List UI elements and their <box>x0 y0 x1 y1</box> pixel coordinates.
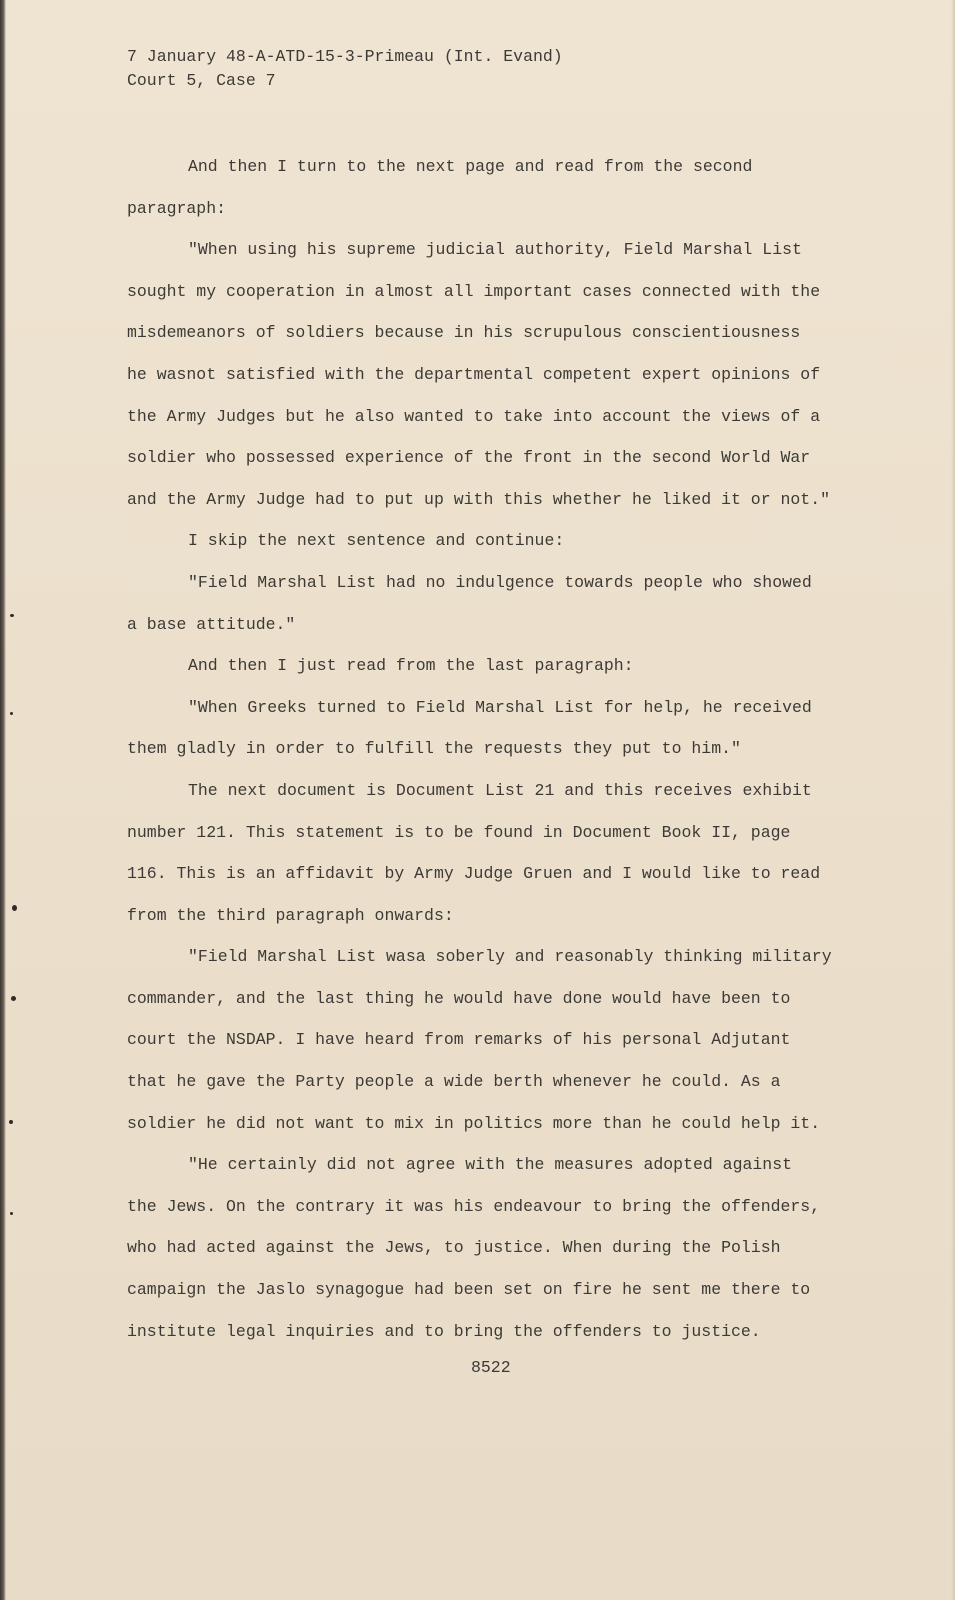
text-line: misdemeanors of soldiers because in his scrupulous conscientiousness <box>127 323 801 343</box>
paper-speck <box>10 614 14 617</box>
text-line: soldier he did not want to mix in politics more than he could help it. <box>127 1113 821 1133</box>
paper-speck <box>11 996 16 1001</box>
text-line: I skip the next sentence and continue: <box>188 531 565 551</box>
text-line: soldier who possessed experience of the front in the second World War <box>127 448 811 468</box>
text-line: sought my cooperation in almost all important cases connected with the <box>127 281 821 301</box>
transcript-body <box>127 146 867 1352</box>
page-number: 8522 <box>471 1358 511 1377</box>
page-right-edge <box>951 0 955 1600</box>
paper-speck <box>9 1120 13 1124</box>
paper-speck <box>12 905 17 911</box>
text-line: institute legal inquiries and to bring the offenders to justice. <box>127 1321 761 1341</box>
text-line: commander, and the last thing he would have done would have been to <box>127 988 791 1008</box>
text-line: And then I just read from the last paragraph: <box>188 656 634 676</box>
text-line: "When Greeks turned to Field Marshal List for help, he received <box>188 697 812 717</box>
text-line: who had acted against the Jews, to justice. When during the Polish <box>127 1238 781 1258</box>
header-court-line: Court 5, Case 7 <box>127 71 276 90</box>
text-line: court the NSDAP. I have heard from remarks of his personal Adjutant <box>127 1030 791 1050</box>
page-left-edge <box>0 0 6 1600</box>
text-line: "Field Marshal List had no indulgence towards people who showed <box>188 572 812 592</box>
text-line: them gladly in order to fulfill the requests they put to him." <box>127 739 741 759</box>
text-line: "He certainly did not agree with the measures adopted against <box>188 1155 792 1175</box>
text-line: And then I turn to the next page and read from the second <box>188 157 753 176</box>
text-line: The next document is Document List 21 and this receives exhibit <box>188 780 812 800</box>
paper-speck <box>10 712 13 715</box>
text-line: and the Army Judge had to put up with this whether he liked it or not." <box>127 489 831 509</box>
text-line: a base attitude." <box>127 614 296 634</box>
text-line: the Jews. On the contrary it was his endeavour to bring the offenders, <box>127 1196 821 1216</box>
text-line: he wasnot satisfied with the departmental competent expert opinions of <box>127 364 821 384</box>
text-line: "When using his supreme judicial authority, Field Marshal List <box>188 240 802 260</box>
text-line: number 121. This statement is to be found in Document Book II, page <box>127 822 791 842</box>
document-header <box>127 45 563 93</box>
text-line: from the third paragraph onwards: <box>127 905 454 925</box>
text-line: paragraph: <box>127 198 227 218</box>
text-line: the Army Judges but he also wanted to take into account the views of a <box>127 406 821 426</box>
text-line: that he gave the Party people a wide berth whenever he could. As a <box>127 1072 781 1092</box>
header-reference-line: 7 January 48-A-ATD-15-3-Primeau (Int. Evand) <box>127 47 563 66</box>
text-line: "Field Marshal List wasa soberly and reasonably thinking military <box>188 947 832 967</box>
text-line: 116. This is an affidavit by Army Judge Gruen and I would like to read <box>127 864 821 884</box>
paper-speck <box>10 1212 13 1215</box>
text-line: campaign the Jaslo synagogue had been set on fire he sent me there to <box>127 1280 811 1300</box>
